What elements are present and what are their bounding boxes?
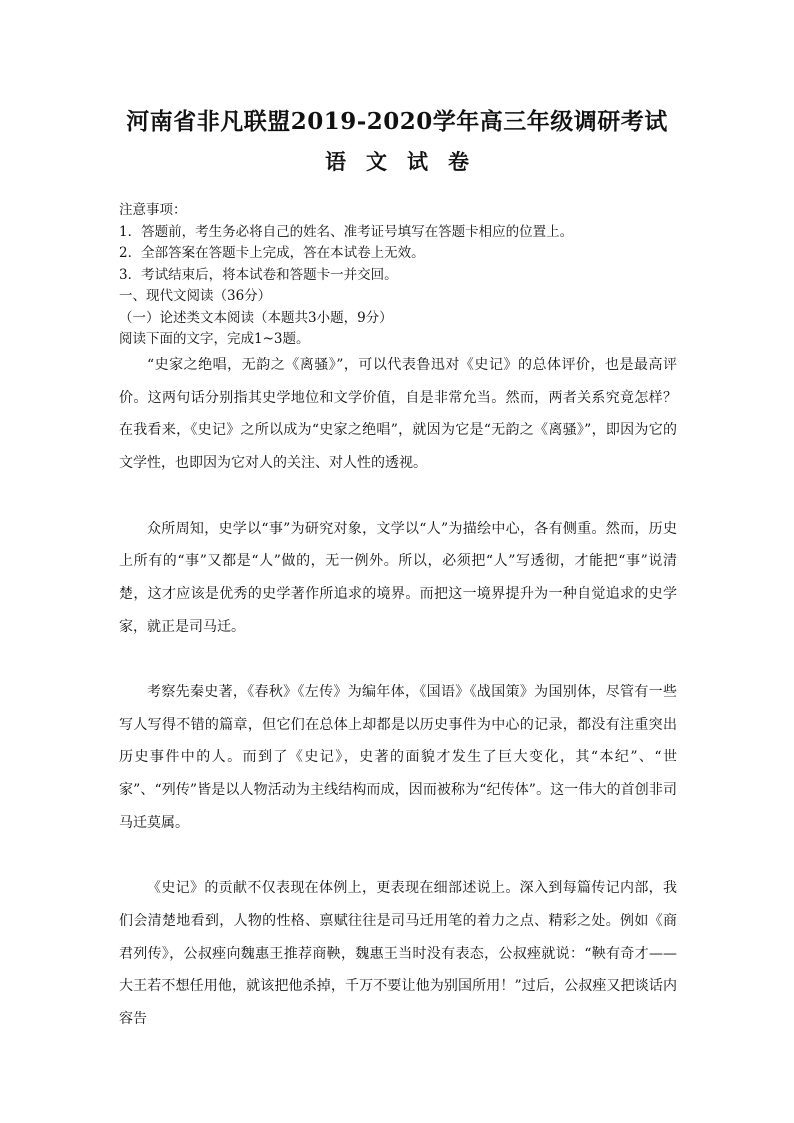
reading-passage bbox=[119, 349, 677, 1068]
passage-paragraph-2: 众所周知，史学以“事”为研究对象，文学以“人”为描绘中心，各有侧重。然而，历史上所有的“事”又都是“人”做的，无一例外。所以，必须把“人”写透彻，才能把“事”说清楚，这才应该是优秀的史学著作所追求的境界。而把这一境界提升为一种自觉追求的史学家，就正是司马迁。 bbox=[119, 520, 677, 635]
notes-item-2: 2．全部答案在答题卡上完成，答在本试卷上无效。 bbox=[119, 245, 425, 261]
passage-paragraph-1: “史家之绝唱，无韵之《离骚》”，可以代表鲁迅对《史记》的总体评价，也是最高评价。这两句话分别指其史学地位和文学价值，自是非常允当。然而，两者关系究竟怎样？在我看来，《史记》之所以成为“史家之绝唱”，就因为它是“无韵之《离骚》”，即因为它的文学性，也即因为它对人的关注、对人性的透视。 bbox=[119, 357, 677, 472]
instructions-block bbox=[119, 200, 679, 351]
notes-heading: 注意事项： bbox=[119, 202, 187, 218]
exam-subtitle: 语文试卷 bbox=[325, 149, 489, 174]
exam-title: 河南省非凡联盟2019-2020学年高三年级调研考试 bbox=[126, 108, 668, 135]
passage-paragraph-3: 考察先秦史著，《春秋》《左传》为编年体，《国语》《战国策》为国别体，尽管有一些写人写得不错的篇章，但它们在总体上却都是以历史事件为中心的记录，都没有注重突出历史事件中的人。而到了《史记》，史著的面貌才发生了巨大变化，其“本纪”、“世家”、“列传”皆是以人物活动为主线结构而成，因而被称为“纪传体”。这一伟大的首创非司马迁莫属。 bbox=[119, 684, 677, 831]
reading-instruction: 阅读下面的文字，完成1~3题。 bbox=[119, 331, 310, 347]
notes-item-1: 1．答题前，考生务必将自己的姓名、准考证号填写在答题卡相应的位置上。 bbox=[119, 223, 574, 240]
notes-item-3: 3．考试结束后，将本试卷和答题卡一并交回。 bbox=[119, 266, 398, 283]
passage-paragraph-4: 《史记》的贡献不仅表现在体例上，更表现在细部述说上。深入到每篇传记内部，我们会清楚地看到，人物的性格、禀赋往往是司马迁用笔的着力之点、精彩之处。例如《商君列传》，公叔痤向魏惠王推荐商鞅，魏惠王当时没有表态，公叔痤就说：“鞅有奇才——大王若不想任用他，就该把他杀掉，千万不要让他为别国所用！”过后，公叔痤又把谈话内容告 bbox=[119, 880, 677, 1028]
section-heading: 一、现代文阅读（36分） bbox=[119, 288, 272, 304]
subsection-heading: （一）论述类文本阅读（本题共3小题，9分） bbox=[119, 309, 393, 326]
